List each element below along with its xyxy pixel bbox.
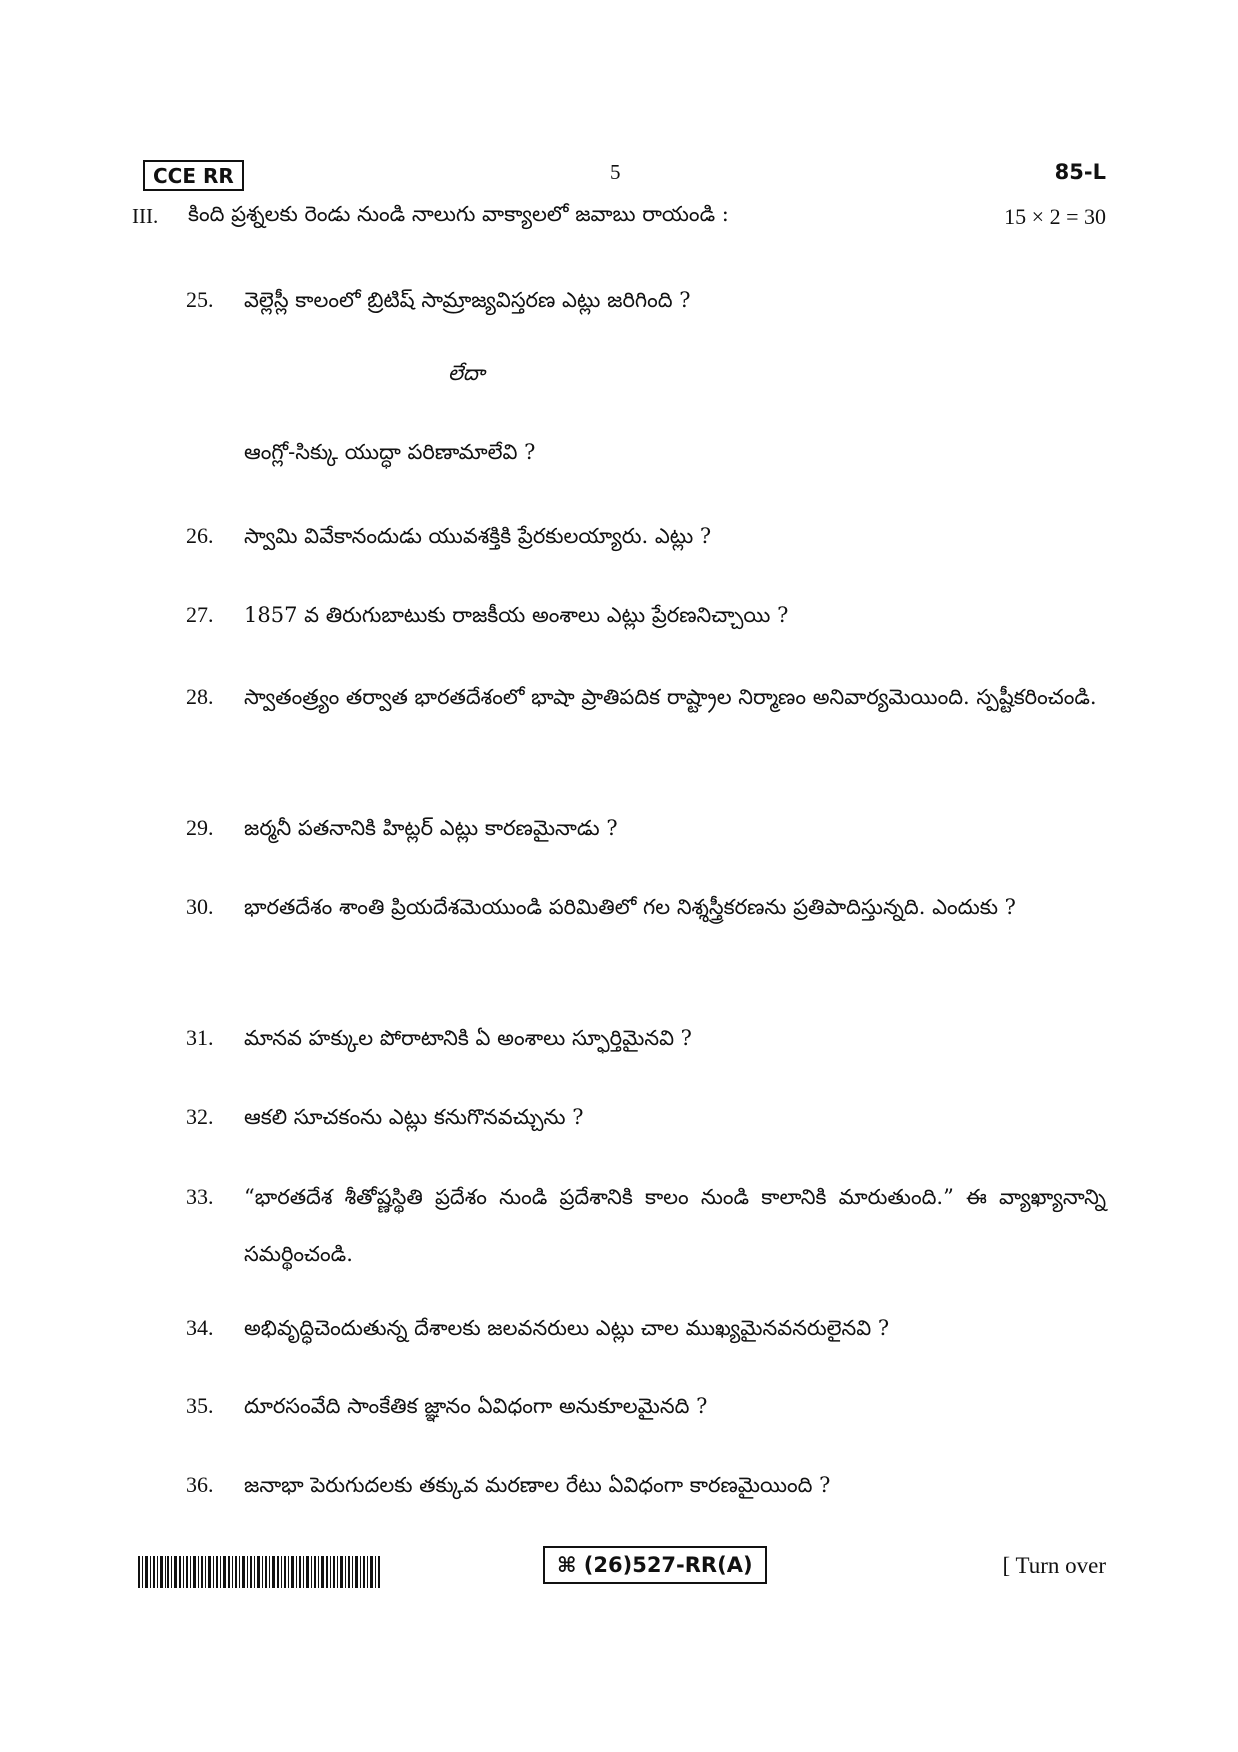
question-number: 26. xyxy=(186,523,214,548)
question-paper-code-box: ⌘ (26)527-RR(A) xyxy=(543,1546,767,1584)
question-text: 1857 వ తిరుగుబాటుకు రాజకీయ అంశాలు ఎట్లు ప్రేరణనిచ్చాయి ? xyxy=(244,603,789,627)
question-number: 34. xyxy=(186,1315,214,1340)
or-label: లేదా xyxy=(448,361,485,385)
question-text: వెల్లెస్లీ కాలంలో బ్రిటిష్ సామ్రాజ్యవిస్తరణ ఎట్లు జరిగింది ? xyxy=(244,288,691,312)
question-number: 33. xyxy=(186,1184,214,1209)
question-alternative: ఆంగ్లో-సిక్కు యుద్ధా పరిణామాలేవి ? xyxy=(244,440,536,464)
question-number: 32. xyxy=(186,1104,214,1129)
barcode xyxy=(138,1556,380,1588)
exam-code-box: CCE RR xyxy=(143,160,244,191)
question-text: జర్మనీ పతనానికి హిట్లర్ ఎట్లు కారణమైనాడు ? xyxy=(244,816,618,840)
question-number: 28. xyxy=(186,684,214,709)
section-instruction: కింది ప్రశ్నలకు రెండు నుండి నాలుగు వాక్యాలలో జవాబు రాయండి : xyxy=(188,202,729,226)
section-marks: 15 × 2 = 30 xyxy=(1004,204,1106,229)
question-text: అభివృద్ధిచెందుతున్న దేశాలకు జలవనరులు ఎట్లు చాల ముఖ్యమైనవనరులైనవి ? xyxy=(244,1316,890,1340)
question-number: 31. xyxy=(186,1025,214,1050)
question-number: 27. xyxy=(186,602,214,627)
question-text: స్వామి వివేకానందుడు యువశక్తికి ప్రేరకులయ్యారు. ఎట్లు ? xyxy=(244,524,712,548)
turn-over-label: [ Turn over xyxy=(1002,1553,1106,1578)
question-text: మానవ హక్కుల పోరాటానికి ఏ అంశాలు స్ఫూర్తిమైనవి ? xyxy=(244,1026,692,1050)
question-number: 36. xyxy=(186,1472,214,1497)
question-text: దూరసంవేది సాంకేతిక జ్ఞానం ఏవిధంగా అనుకూలమైనది ? xyxy=(244,1394,708,1418)
question-number: 35. xyxy=(186,1393,214,1418)
question-text: స్వాతంత్ర్యం తర్వాత భారతదేశంలో భాషా ప్రాతిపదిక రాష్ట్రాల నిర్మాణం అనివార్యమెయింది. స్పష్టీకరించండి. xyxy=(244,685,1097,709)
question-text: “భారతదేశ శీతోష్ణస్థితి ప్రదేశం నుండి ప్రదేశానికి కాలం నుండి కాలానికి మారుతుంది.” ఈ వ్యాఖ్యానాన్ని సమర్థించండి. xyxy=(244,1185,1106,1266)
page-number: 5 xyxy=(610,160,621,184)
question-number: 29. xyxy=(186,815,214,840)
paper-code: 85-L xyxy=(1054,160,1106,184)
question-text: ఆకలి సూచకంను ఎట్లు కనుగొనవచ్చును ? xyxy=(244,1105,584,1129)
question-number: 25. xyxy=(186,287,214,312)
section-number: III. xyxy=(132,204,159,228)
question-number: 30. xyxy=(186,894,214,919)
question-text: జనాభా పెరుగుదలకు తక్కువ మరణాల రేటు ఏవిధంగా కారణమైయింది ? xyxy=(244,1473,831,1497)
question-text: భారతదేశం శాంతి ప్రియదేశమెయుండి పరిమితిలో గల నిశ్శస్త్రీకరణను ప్రతిపాదిస్తున్నది. ఎందుకు ? xyxy=(244,895,1016,919)
